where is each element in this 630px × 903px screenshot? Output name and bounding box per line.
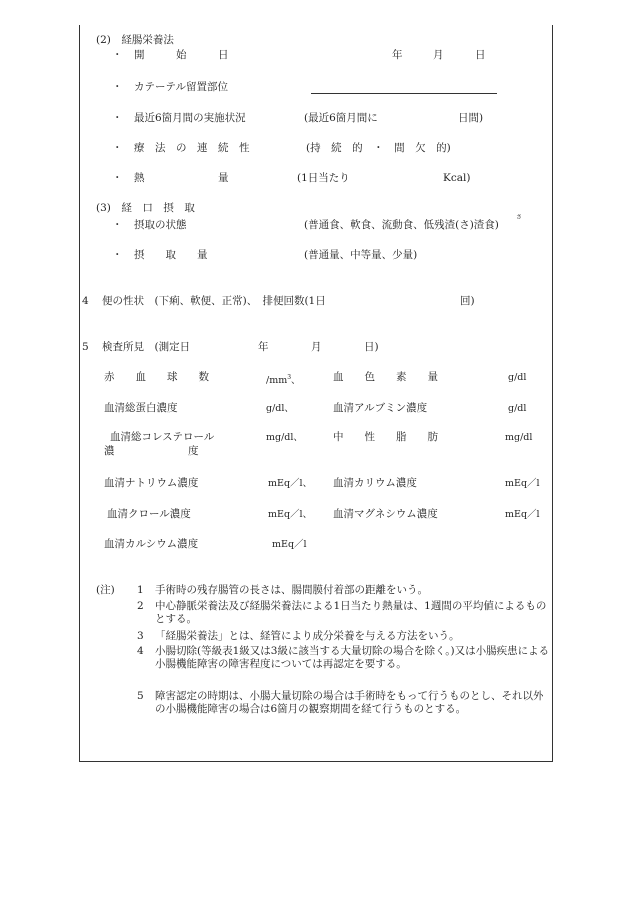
note-number: 2 xyxy=(137,600,144,612)
bullet: ・ xyxy=(112,81,123,93)
start-date-day: 日 xyxy=(475,49,486,61)
bullet: ・ xyxy=(112,112,123,124)
triglyceride-unit: mg/dl xyxy=(505,432,533,443)
calories-label: 熱 量 xyxy=(134,172,229,184)
intake-amount-label: 摂 取 量 xyxy=(134,249,208,261)
catheter-site-input-line[interactable] xyxy=(311,93,497,94)
intake-amount-value: (普通量、中等量、少量) xyxy=(304,249,418,261)
note-2: 中心静脈栄養法及び経腸栄養法による1日当たり熱量は、1週間の平均値によるものとする。 xyxy=(155,600,547,625)
start-date-month: 月 xyxy=(433,49,444,61)
intake-state-label: 摂取の状態 xyxy=(134,219,187,231)
sodium-label: 血清ナトリウム濃度 xyxy=(104,477,199,489)
note-number: 5 xyxy=(137,690,144,702)
recent-status-days: 日間) xyxy=(458,112,484,124)
triglyceride-label: 中 性 脂 肪 xyxy=(333,431,438,443)
note-4: 小腸切除(等級表1級又は3級に該当する大量切除の場合を除く。)又は小腸疾患による小腸機能障害の障害程度については再認定を要する。 xyxy=(155,645,550,670)
exam-year: 年 xyxy=(258,341,269,353)
potassium-label: 血清カリウム濃度 xyxy=(333,477,417,489)
cholesterol-label: 血清総コレステロール xyxy=(110,431,215,443)
potassium-unit: mEq／l xyxy=(505,478,540,489)
section5-number: 5 xyxy=(82,341,89,353)
cholesterol-unit: mg/dl、 xyxy=(266,432,303,443)
hemoglobin-unit: g/dl xyxy=(508,372,527,383)
bullet: ・ xyxy=(112,142,123,154)
note-number: 3 xyxy=(137,630,144,642)
note-number: 1 xyxy=(137,584,144,596)
rbc-label: 赤 血 球 数 xyxy=(104,371,209,383)
magnesium-label: 血清マグネシウム濃度 xyxy=(333,508,438,520)
section2-header: (2) 経腸栄養法 xyxy=(96,34,174,46)
bullet: ・ xyxy=(112,249,123,261)
section4-number: 4 xyxy=(82,295,89,307)
note-3: 「経腸栄養法」とは、経管により成分栄養を与える方法をいう。 xyxy=(155,630,460,642)
hemoglobin-label: 血 色 素 量 xyxy=(333,371,438,383)
section3-header: (3) 経 口 摂 取 xyxy=(96,202,195,214)
albumin-unit: g/dl xyxy=(508,403,527,414)
exam-label: 検査所見 (測定日 xyxy=(102,341,191,353)
notes-label: (注) xyxy=(96,584,115,596)
note-1: 手術時の残存腸管の長さは、腸間膜付着部の距離をいう。 xyxy=(155,584,428,596)
continuity-value: (持 続 的 ・ 間 欠 的) xyxy=(306,142,451,154)
sodium-unit: mEq／l、 xyxy=(268,478,313,489)
calcium-label: 血清カルシウム濃度 xyxy=(104,538,199,550)
start-date-year: 年 xyxy=(392,49,403,61)
stool-label: 便の性状 (下痢、軟便、正常)、 排便回数(1日 xyxy=(102,295,326,307)
chloride-unit: mEq／l、 xyxy=(268,509,313,520)
start-date-label: 開 始 日 xyxy=(134,49,229,61)
note-number: 4 xyxy=(137,645,144,657)
albumin-label: 血清アルブミン濃度 xyxy=(333,402,428,414)
stool-count-unit: 回) xyxy=(460,295,475,307)
bullet: ・ xyxy=(112,49,123,61)
exam-day: 日) xyxy=(364,341,379,353)
bullet: ・ xyxy=(112,172,123,184)
rbc-unit: $/mm^3$、 xyxy=(266,374,301,387)
calcium-unit: mEq／l xyxy=(272,539,307,550)
exam-month: 月 xyxy=(311,341,322,353)
calories-unit: Kcal) xyxy=(443,172,471,184)
ruby-annotation: さ xyxy=(516,214,523,221)
catheter-site-label: カテーテル留置部位 xyxy=(134,81,228,93)
recent-status-value: (最近6箇月間に xyxy=(304,112,378,124)
calories-value: (1日当たり xyxy=(297,172,350,184)
intake-state-value: (普通食、軟食、流動食、低残渣(さ)渣食) xyxy=(304,219,499,231)
chloride-label: 血清クロール濃度 xyxy=(107,508,191,520)
recent-status-label: 最近6箇月間の実施状況 xyxy=(134,112,246,124)
total-protein-unit: g/dl、 xyxy=(266,403,294,414)
note-5: 障害認定の時期は、小腸大量切除の場合は手術時をもって行うものとし、それ以外の小腸機能障害の場合は6箇月の観察期間を経て行うものとする。 xyxy=(155,690,544,715)
magnesium-unit: mEq／l xyxy=(505,509,540,520)
bullet: ・ xyxy=(112,219,123,231)
total-protein-label: 血清総蛋白濃度 xyxy=(104,402,178,414)
continuity-label: 療 法 の 連 続 性 xyxy=(134,142,250,154)
cholesterol-label-line2: 濃 度 xyxy=(104,445,199,457)
